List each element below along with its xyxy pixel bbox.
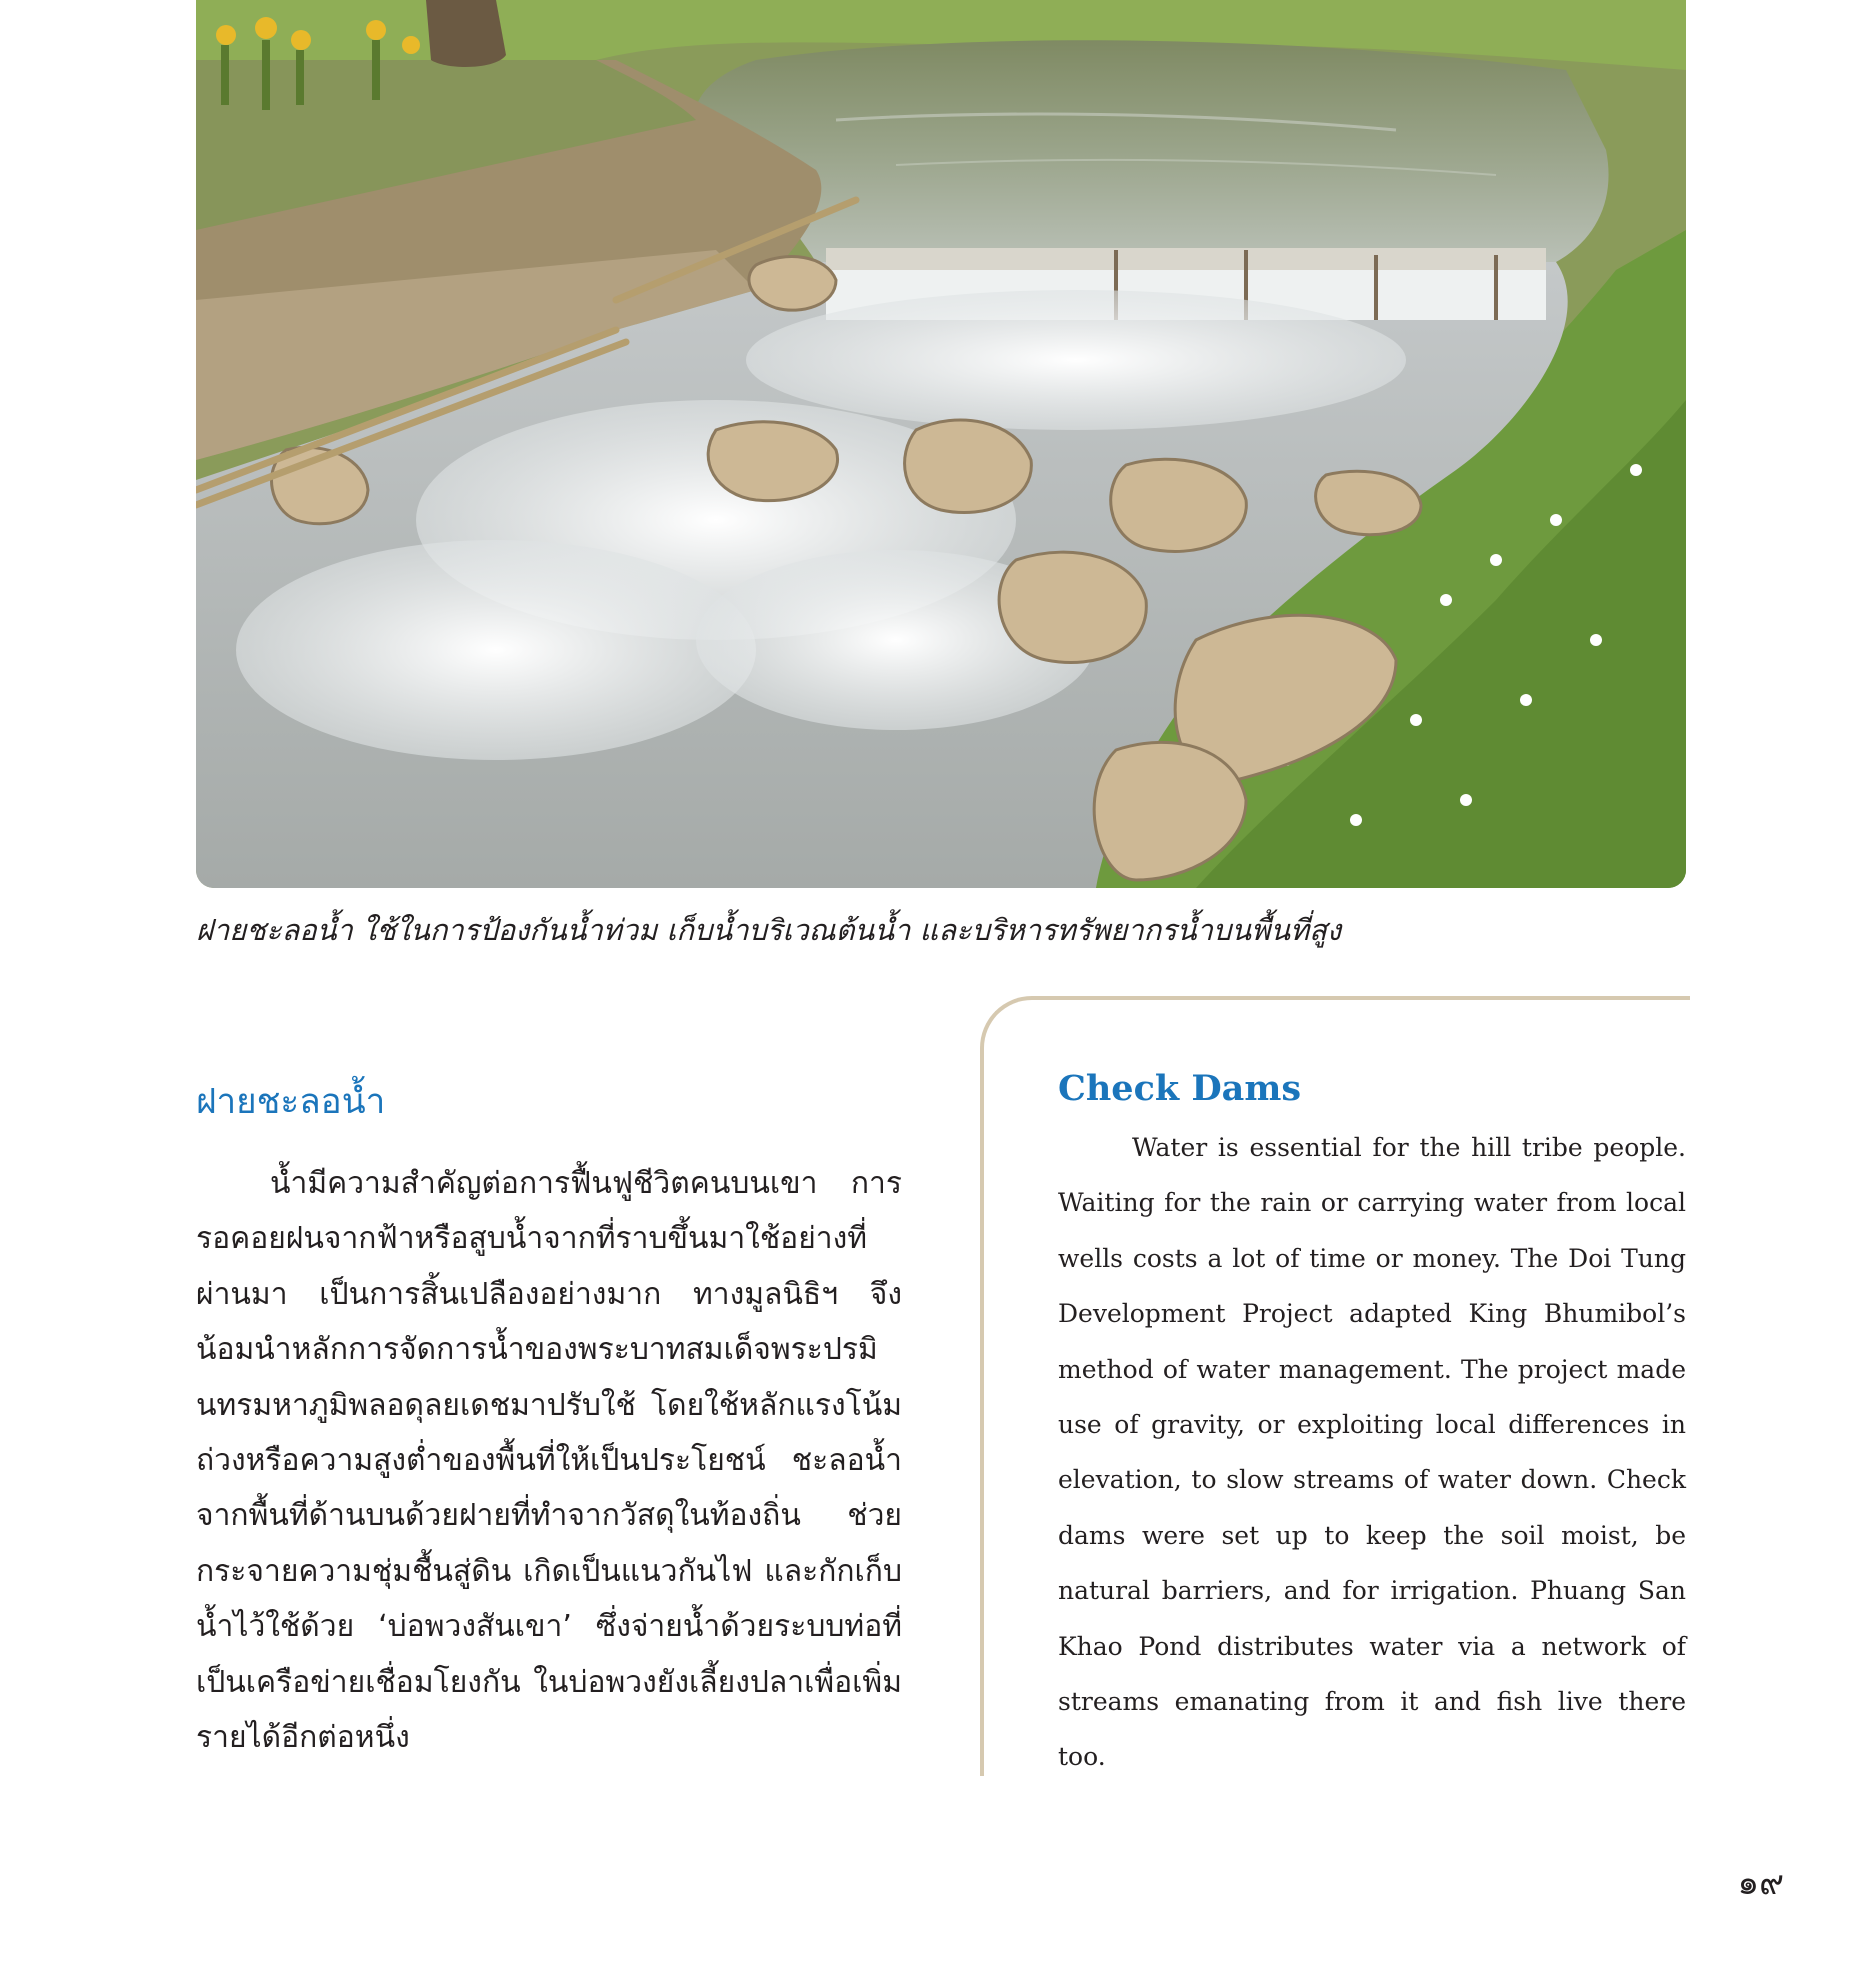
thai-body-text: น้ำมีความสำคัญต่อการฟื้นฟูชีวิตคนบนเขา การรอคอยฝนจากฟ้าหรือสูบน้ำจากที่ราบขึ้นมาใช้อย่างที่ผ่านมา เป็นการสิ้นเปลืองอย่างมาก ทางมูลนิธิฯ จึงน้อมนำหลักการจัดการน้ำของพระบาทสมเด็จพระปรมินทรมหาภูมิพลอดุลยเดชมาปรับใช้ โดยใช้หลักแรงโน้มถ่วงหรือความสูงต่ำของพื้นที่ให้เป็นประโยชน์ ชะลอน้ำจากพื้นที่ด้านบนด้วยฝายที่ทำจากวัสดุในท้องถิ่น ช่วยกระจายความชุ่มชื้นสู่ดิน เกิดเป็นแนวกันไฟ และกักเก็บน้ำไว้ใช้ด้วย ‘บ่อพวงสันเขา’ ซึ่งจ่ายน้ำด้วยระบบท่อที่เป็นเครือข่ายเชื่อมโยงกัน ในบ่อพวงยังเลี้ยงปลาเพื่อเพิ่มรายได้อีกต่อหนึ่ง bbox=[196, 1166, 902, 1756]
english-heading: Check Dams bbox=[1058, 1068, 1302, 1109]
check-dam-photo bbox=[196, 0, 1686, 888]
thai-heading: ฝายชะลอน้ำ bbox=[196, 1082, 386, 1122]
page-number: ๑๙ bbox=[1737, 1863, 1784, 1903]
thai-section bbox=[196, 1070, 902, 1765]
english-body-text: Water is essential for the hill tribe people. Waiting for the rain or carrying water from local wells costs a lot of time or money. The Doi Tung Development Project adapted King Bhumibol’s method of water management. The project made use of gravity, or exploiting local differences in elevation, to slow streams of water down. Check dams were set up to keep the soil moist, be natural barriers, and for irrigation. Phuang San Khao Pond distributes water via a network of streams emanating from it and fish live there too. bbox=[1058, 1133, 1686, 1772]
photo-caption: ฝายชะลอน้ำ ใช้ในการป้องกันน้ำท่วม เก็บน้ำบริเวณต้นน้ำ และบริหารทรัพยากรน้ำบนพื้นที่สูง bbox=[196, 913, 1342, 947]
english-section bbox=[1058, 1062, 1686, 1785]
check-dam-illustration bbox=[196, 0, 1686, 888]
